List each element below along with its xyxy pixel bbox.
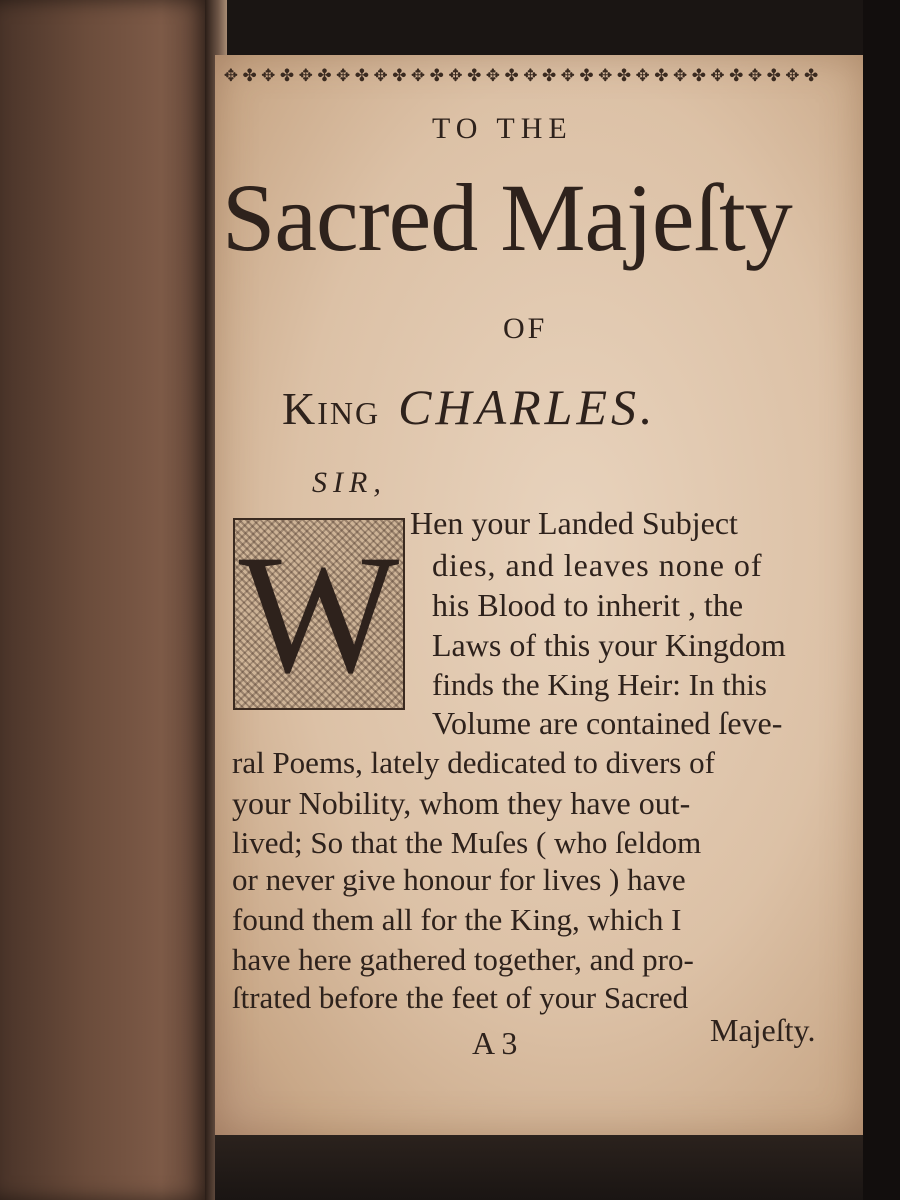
- facing-page: [0, 0, 215, 1200]
- body-line: ral Poems, lately dedicated to divers of: [232, 745, 715, 780]
- catchword: Majeſty.: [710, 1012, 816, 1048]
- body-line: Laws of this your Kingdom: [432, 627, 786, 663]
- body-line: your Nobility, whom they have out-: [232, 785, 691, 821]
- background-edge: [863, 0, 900, 1200]
- decorated-initial: [233, 518, 405, 710]
- king-name: CHARLES.: [398, 379, 657, 435]
- heading-king: [282, 378, 657, 436]
- drop-cap-letter: W: [238, 520, 400, 708]
- body-line: his Blood to inherit , the: [432, 587, 744, 623]
- heading-to-the: TO THE: [432, 112, 573, 145]
- ornamental-headpiece: ✥ ✤ ✥ ✤ ✥ ✤ ✥ ✤ ✥ ✤ ✥ ✤ ✥ ✤ ✥ ✤ ✥ ✤ ✥ ✤ ✥ ✤ ✥ ✤ ✥ ✤ ✥ ✤ ✥ ✤ ✥ ✤: [223, 66, 819, 86]
- body-line: finds the King Heir: In this: [432, 667, 767, 702]
- page-signature: A 3: [472, 1025, 518, 1061]
- body-line: Hen your Landed Subject: [410, 505, 738, 541]
- salutation: SIR,: [312, 466, 387, 499]
- body-line: lived; So that the Muſes ( who ſeldom: [232, 825, 702, 860]
- body-line: found them all for the King, which I: [232, 902, 682, 937]
- body-line: dies, and leaves none of: [432, 547, 763, 583]
- body-line: Volume are contained ſeve-: [432, 705, 783, 741]
- page-shadow: [215, 1135, 863, 1200]
- body-line: ſtrated before the feet of your Sacred: [232, 980, 689, 1015]
- body-line: or never give honour for lives ) have: [232, 862, 686, 897]
- king-word: King: [282, 383, 381, 434]
- heading-title: Sacred Majeſty: [222, 164, 792, 271]
- heading-of: OF: [503, 312, 548, 345]
- body-line: have here gathered together, and pro-: [232, 942, 694, 977]
